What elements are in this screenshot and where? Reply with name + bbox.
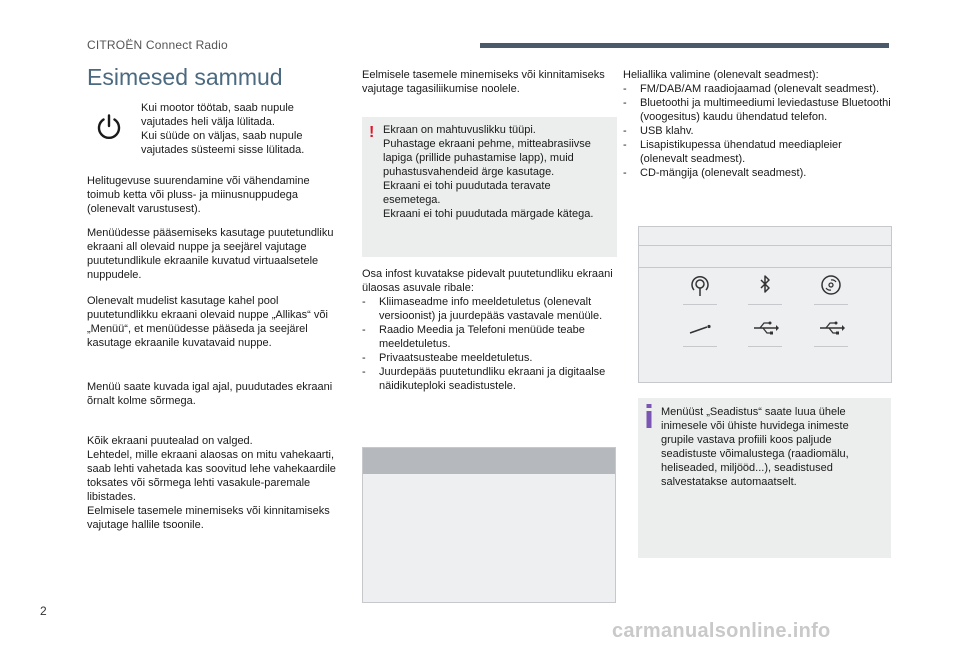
radio-icon[interactable] <box>683 271 717 305</box>
touch-zones-line-2: Lehtedel, mille ekraani alaosas on mitu vahekaarti, saab lehti vahetada kas soovitud lehe vahekaardile toksates või sõrmega lehti vasakule-paremale libistades. <box>87 449 336 503</box>
screen-divider <box>639 245 891 246</box>
list-item: - CD-mängija (olenevalt seadmest). <box>623 166 891 180</box>
header-accent-bar <box>480 43 889 48</box>
warning-icon: ! <box>369 124 375 141</box>
status-bar-intro: Osa infost kuvatakse pidevalt puutetundliku ekraani ülaosas asuvale ribale: <box>362 268 613 294</box>
touchscreen-status-bar <box>363 448 615 474</box>
power-text-ignition-off: Kui süüde on väljas, saab nupule vajutades süsteemi sisse lülitada. <box>141 130 305 156</box>
cd-icon[interactable] <box>814 271 848 305</box>
list-item: - Raadio Meedia ja Telefoni menüüde teabe meeldetuletus. <box>362 323 617 351</box>
source-screen-illustration <box>638 226 892 383</box>
list-item: - Juurdepääs puutetundliku ekraani ja digitaalse näidikuteploki seadistustele. <box>362 365 617 393</box>
list-item: - Privaatsusteabe meeldetuletus. <box>362 351 617 365</box>
touchscreen-illustration <box>362 447 616 603</box>
list-item: - Bluetoothi ja multimeediumi leviedastuse Bluetoothi (voogesitus) kaudu ühendatud telefon. <box>623 96 891 124</box>
source-list <box>623 82 891 180</box>
paragraph-volume <box>87 174 337 216</box>
screen-divider <box>639 267 891 268</box>
power-icon <box>94 112 124 142</box>
page-title: Esimesed sammud <box>87 64 283 90</box>
paragraph-back-text: Eelmisele tasemele minemiseks või kinnitamiseks vajutage tagasiliikumise noolele. <box>362 69 605 95</box>
info-note-text <box>661 405 883 489</box>
paragraph-display <box>87 380 337 408</box>
usb-icon[interactable] <box>814 313 848 347</box>
list-item: - Lisapistikupessa ühendatud meediapleier (olenevalt seadmest). <box>623 138 891 166</box>
source-selection <box>623 68 891 180</box>
warning-line-4: Ekraani ei tohi puudutada märgade kätega. <box>383 208 594 220</box>
power-instructions <box>141 101 331 157</box>
list-item: - Kliimaseadme info meeldetuletus (olenevalt versioonist) ja juurdepääs vastavale menüüle. <box>362 295 617 323</box>
status-bar-info <box>362 267 617 393</box>
aux-jack-icon[interactable] <box>683 313 717 347</box>
paragraph-menus <box>87 226 337 282</box>
usb-icon[interactable] <box>748 313 782 347</box>
watermark: carmanualsonline.info <box>612 620 831 642</box>
paragraph-menus-text: Menüüdesse pääsemiseks kasutage puutetundliku ekraani all olevaid nuppe ja seejärel vajutage puutetundlikule ekraanile kuvatud virtuaalsetele nuppudele. <box>87 227 334 281</box>
warning-line-1: Ekraan on mahtuvuslikku tüüpi. <box>383 124 536 136</box>
list-item: - USB klahv. <box>623 124 891 138</box>
paragraph-display-text: Menüü saate kuvada igal ajal, puudutades ekraani õrnalt kolme sõrmega. <box>87 381 333 407</box>
paragraph-back <box>362 68 617 96</box>
touch-zones-line-3: Eelmisele tasemele minemiseks või kinnitamiseks vajutage hallile tsoonile. <box>87 505 330 531</box>
warning-line-2: Puhastage ekraani pehme, mitteabrasiivse lapiga (prillide puhastamise lapp), muid puhastusvahendeid ärge kasutage. <box>383 138 591 178</box>
paragraph-volume-text: Helitugevuse suurendamine või vähendamine toimub ketta või pluss- ja miinusnuppudega (olenevalt varustusest). <box>87 175 310 215</box>
page-number: 2 <box>40 604 47 618</box>
power-text-engine-running: Kui mootor töötab, saab nupule vajutades heli välja lülitada. <box>141 102 294 128</box>
info-icon <box>645 404 653 428</box>
info-note-paragraph: Menüüst „Seadistus“ saate luua ühele inimesele või ühiste huvidega inimeste grupile vastava profiili koos paljude seadistuste võimalustega (raadiomälu, heliseaded, miljööd...), seadistused salvestatakse automaatselt. <box>661 406 849 488</box>
list-item: - FM/DAB/AM raadiojaamad (olenevalt seadmest). <box>623 82 891 96</box>
warning-line-3: Ekraani ei tohi puudutada teravate esemetega. <box>383 180 551 206</box>
paragraph-touch-zones <box>87 434 337 532</box>
warning-text <box>383 123 611 221</box>
paragraph-model-text: Olenevalt mudelist kasutage kahel pool puutetundlikku ekraani olevaid nuppe „Allikas“ või „Menüü“, et menüüdesse pääseda ja seejärel kasutage ekraanile kuvatavaid nuppe. <box>87 295 328 349</box>
source-intro: Heliallika valimine (olenevalt seadmest): <box>623 69 819 81</box>
touch-zones-line-1: Kõik ekraani puutealad on valged. <box>87 435 253 447</box>
status-bar-list <box>362 295 617 393</box>
bluetooth-icon[interactable] <box>748 271 782 305</box>
header-brand: CITROËN Connect Radio <box>87 38 228 52</box>
paragraph-model <box>87 294 342 350</box>
